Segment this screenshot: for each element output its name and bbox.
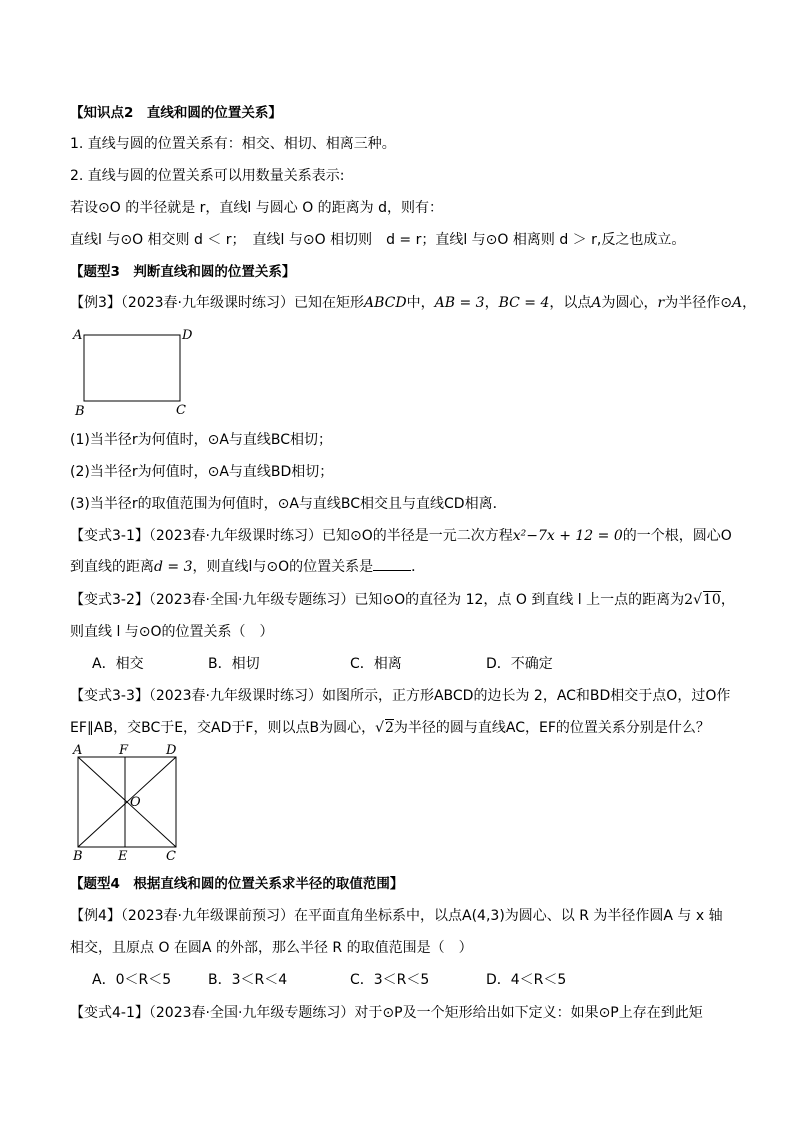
variant-tag: 【变式4-1】 (70, 1005, 149, 1021)
label-f: F (119, 743, 129, 758)
question-1: (1)当半径r为何值时，⊙A与直线BC相切； (70, 432, 333, 448)
source-note: （2023春·全国·九年级专题练习） (148, 1005, 355, 1021)
answer-blank (373, 556, 411, 571)
variant-tag: 【变式3-2】 (70, 592, 149, 608)
label-a: A (73, 328, 83, 343)
sqrt-sign: √ (375, 720, 384, 736)
text: 为半径作⊙ (664, 295, 732, 311)
option-a: A．相交 (92, 656, 144, 672)
math: A (731, 295, 743, 311)
question-2: (2)当半径r为何值时，⊙A与直线BD相切； (70, 464, 334, 480)
label-a: A (73, 743, 83, 758)
example-3-stem (70, 293, 756, 313)
text: 已知在矩形 (294, 295, 365, 311)
option-c: C．3＜R＜5 (350, 972, 430, 988)
text: ，则直线l与⊙O的位置关系是 (192, 559, 374, 575)
math: 2 (684, 592, 694, 608)
example-4-stem (70, 906, 723, 926)
math: r (657, 295, 665, 311)
variant-3-2-line-2: 则直线 l 与⊙O的位置关系（ ） (70, 624, 274, 640)
option-b: B．3＜R＜4 (208, 972, 288, 988)
paragraph: 1. 直线与圆的位置关系有：相交、相切、相离三种。 (70, 136, 396, 152)
label-d: D (182, 328, 193, 343)
math: d = 3 (154, 559, 193, 575)
text: ， (720, 592, 735, 608)
variant-3-1-stem (70, 526, 732, 546)
option-c: C．相离 (350, 656, 402, 672)
math: A (591, 295, 602, 311)
paragraph: 2. 直线与圆的位置关系可以用数量关系表示: (70, 168, 345, 184)
example-4-line-2: 相交，且原点 O 在圆A 的外部，那么半径 R 的取值范围是（ ） (70, 940, 473, 956)
variant-4-1-stem (70, 1003, 703, 1023)
label-b: B (73, 849, 83, 864)
variant-3-3-line-2 (70, 718, 710, 738)
source-note: （2023春·九年级课时练习） (148, 528, 322, 544)
option-b: B．相切 (208, 656, 260, 672)
example-tag: 【例4】 (70, 908, 121, 924)
text: 如图所示，正方形ABCD的边长为 2，AC和BD相交于点O，过O作 (321, 688, 731, 704)
text: 在平面直角坐标系中，以点A(4,3)为圆心、以 R 为半径作圆A 与 x 轴 (294, 908, 723, 924)
math: ABCD (364, 295, 407, 311)
text: 中， (406, 295, 435, 311)
rectangle-abcd (84, 335, 180, 401)
option-a: A．0＜R＜5 (92, 972, 172, 988)
rectangle-figure (70, 322, 200, 422)
text: 对于⊙P及一个矩形给出如下定义：如果⊙P上存在到此矩 (354, 1005, 703, 1021)
text: 已知⊙O的半径是一元二次方程 (321, 528, 513, 544)
text: 已知⊙O的直径为 12，点 O 到直线 l 上一点的距离为 (354, 592, 685, 608)
sqrt-radicand: 10 (702, 592, 721, 608)
paragraph: 若设⊙O 的半径就是 r，直线l 与圆心 O 的距离为 d，则有： (70, 200, 444, 216)
example-tag: 【例3】 (70, 295, 121, 311)
section-title-knowledge-2: 【知识点2 直线和圆的位置关系】 (70, 105, 282, 121)
text: ． (411, 559, 426, 575)
source-note: （2023春·九年级课时练习） (120, 295, 295, 311)
square-figure (70, 742, 190, 864)
question-3: (3)当半径r的取值范围为何值时，⊙A与直线BC相交且与直线CD相离． (70, 496, 507, 512)
text: EF∥AB，交BC于E，交AD于F，则以点B为圆心， (70, 720, 376, 736)
source-note: （2023春·九年级课时练习） (148, 688, 322, 704)
paragraph: 直线l 与⊙O 相交则 d ＜ r； 直线l 与⊙O 相切则 d = r；直线l 与⊙O 相离则 d ＞ r,反之也成立。 (70, 232, 686, 248)
sqrt-radicand: 2 (385, 720, 394, 736)
section-title-type-4: 【题型4 根据直线和圆的位置关系求半径的取值范围】 (70, 876, 404, 892)
label-e: E (118, 849, 128, 864)
label-c: C (166, 849, 176, 864)
option-d: D．4＜R＜5 (486, 972, 567, 988)
text: ，以点 (549, 295, 592, 311)
source-note: （2023春·九年级课前预习） (120, 908, 295, 924)
variant-3-2-stem (70, 590, 735, 610)
math: AB = 3 (434, 295, 485, 311)
variant-3-1-line-2 (70, 556, 425, 577)
text: 的一个根，圆心O (622, 528, 732, 544)
sqrt-sign: √ (693, 592, 702, 608)
section-title-type-3: 【题型3 判断直线和圆的位置关系】 (70, 264, 296, 280)
text: 为半径的圆与直线AC，EF的位置关系分别是什么？ (393, 720, 710, 736)
label-b: B (75, 404, 85, 419)
text: ， (742, 295, 757, 311)
text: ， (484, 295, 499, 311)
variant-tag: 【变式3-1】 (70, 528, 149, 544)
math: BC = 4 (498, 295, 550, 311)
text: 到直线的距离 (70, 559, 154, 575)
source-note: （2023春·全国·九年级专题练习） (148, 592, 355, 608)
label-o: O (130, 795, 141, 810)
label-c: C (176, 403, 186, 418)
equation: x²−7x + 12 = 0 (512, 528, 623, 544)
label-d: D (166, 743, 177, 758)
option-d: D．不确定 (486, 656, 553, 672)
text: 为圆心， (601, 295, 658, 311)
variant-tag: 【变式3-3】 (70, 688, 149, 704)
variant-3-3-stem (70, 686, 730, 706)
